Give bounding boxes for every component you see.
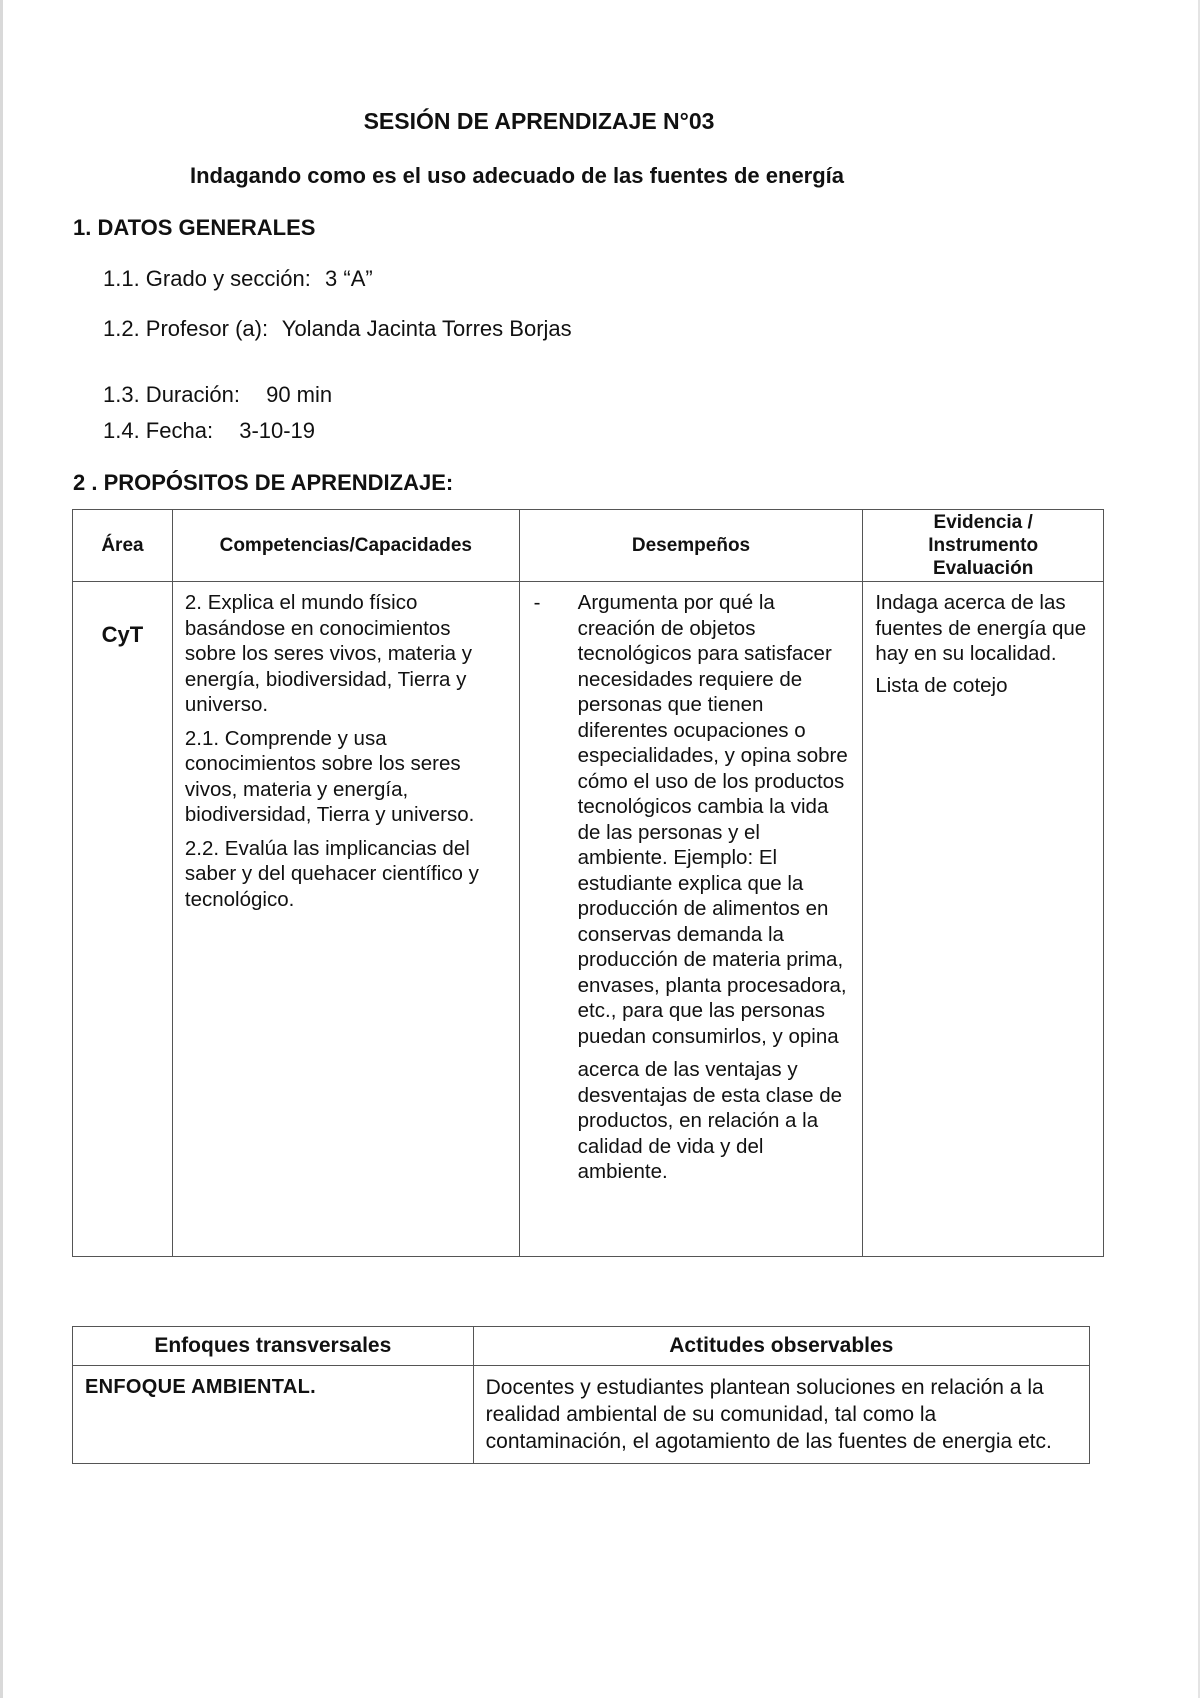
desempeno-dash: - [533,591,541,614]
profesor-line [103,316,572,342]
fecha-value: 3-10-19 [239,418,316,443]
propositos-row [73,582,1104,1257]
header-evidencia-line-1: Evidencia / [933,512,1033,533]
competencia-text: 2. Explica el mundo físico basándose en conocimientos sobre los seres vivos, materia y energía, biodiversidad, Tierra y universo. [184,591,473,716]
duracion-line [103,382,332,408]
desempeno-text-2: acerca de las ventajas y desventajas de esta clase de productos, en relación a la calidad de vida y del ambiente. [577,1058,843,1183]
desempeno-text-1: Argumenta por qué la creación de objetos tecnológicos para satisfacer necesidades requiere de personas que tienen diferentes ocupaciones o especialidades, y opina sobre cómo el uso de los productos tecnológicos cambia la vida de las personas y el ambiente. Ejemplo: El estudiante explica que la producción de alimentos en conservas demanda la producción de materia prima, envases, planta procesadora, etc., para que las personas puedan consumirlos, y opina [577,591,848,1048]
fecha-line [103,418,315,444]
enfoques-table [72,1326,1090,1464]
document-title: SESIÓN DE APRENDIZAJE N°03 [363,108,715,134]
evidencia-cell [863,582,1104,1257]
page-edge-left [0,0,3,1698]
actitud-cell: Docentes y estudiantes plantean soluciones en relación a la realidad ambiental de su comunidad, tal como la contaminación, el agotamiento de las fuentes de energia etc. [473,1366,1089,1464]
header-evidencia-line-2: Instrumento [928,535,1039,556]
header-evidencia [863,510,1104,582]
duracion-label: 1.3. Duración: [103,382,240,407]
header-evidencia-line-3: Evaluación [932,558,1034,579]
capacidad-2-text: 2.2. Evalúa las implicancias del saber y del quehacer científico y tecnológico. [184,836,479,911]
document-subtitle: Indagando como es el uso adecuado de las fuentes de energía [189,163,845,188]
enfoques-header-row [73,1327,1090,1366]
header-competencias: Competencias/Capacidades [172,510,519,582]
desempenos-cell [519,582,863,1257]
propositos-header-row [73,510,1104,582]
grado-label: 1.1. Grado y sección: [103,266,311,291]
capacidad-1-text: 2.1. Comprende y usa conocimientos sobre los seres vivos, materia y energía, biodiversidad, Tierra y universo. [184,726,475,826]
desempeno-item [532,590,851,1185]
enfoque-cell: ENFOQUE AMBIENTAL. [73,1366,474,1464]
propositos-heading: 2 . PROPÓSITOS DE APRENDIZAJE: [73,470,454,495]
propositos-table [72,509,1104,1257]
header-actitudes: Actitudes observables [473,1327,1089,1366]
header-area: Área [73,510,173,582]
profesor-value: Yolanda Jacinta Torres Borjas [281,316,572,341]
datos-generales-heading: 1. DATOS GENERALES [73,215,316,240]
duracion-value: 90 min [266,382,333,407]
evidencia-text: Indaga acerca de las fuentes de energía que hay en su localidad. [875,591,1087,665]
grado-line [103,266,373,292]
grado-value: 3 “A” [325,266,373,291]
competencias-cell [172,582,519,1257]
enfoques-row [73,1366,1090,1464]
fecha-label: 1.4. Fecha: [103,418,214,443]
profesor-label: 1.2. Profesor (a): [103,316,269,341]
instrumento-text: Lista de cotejo [875,673,1008,697]
header-desempenos: Desempeños [519,510,863,582]
area-cell: CyT [73,582,173,1257]
header-enfoques: Enfoques transversales [73,1327,474,1366]
